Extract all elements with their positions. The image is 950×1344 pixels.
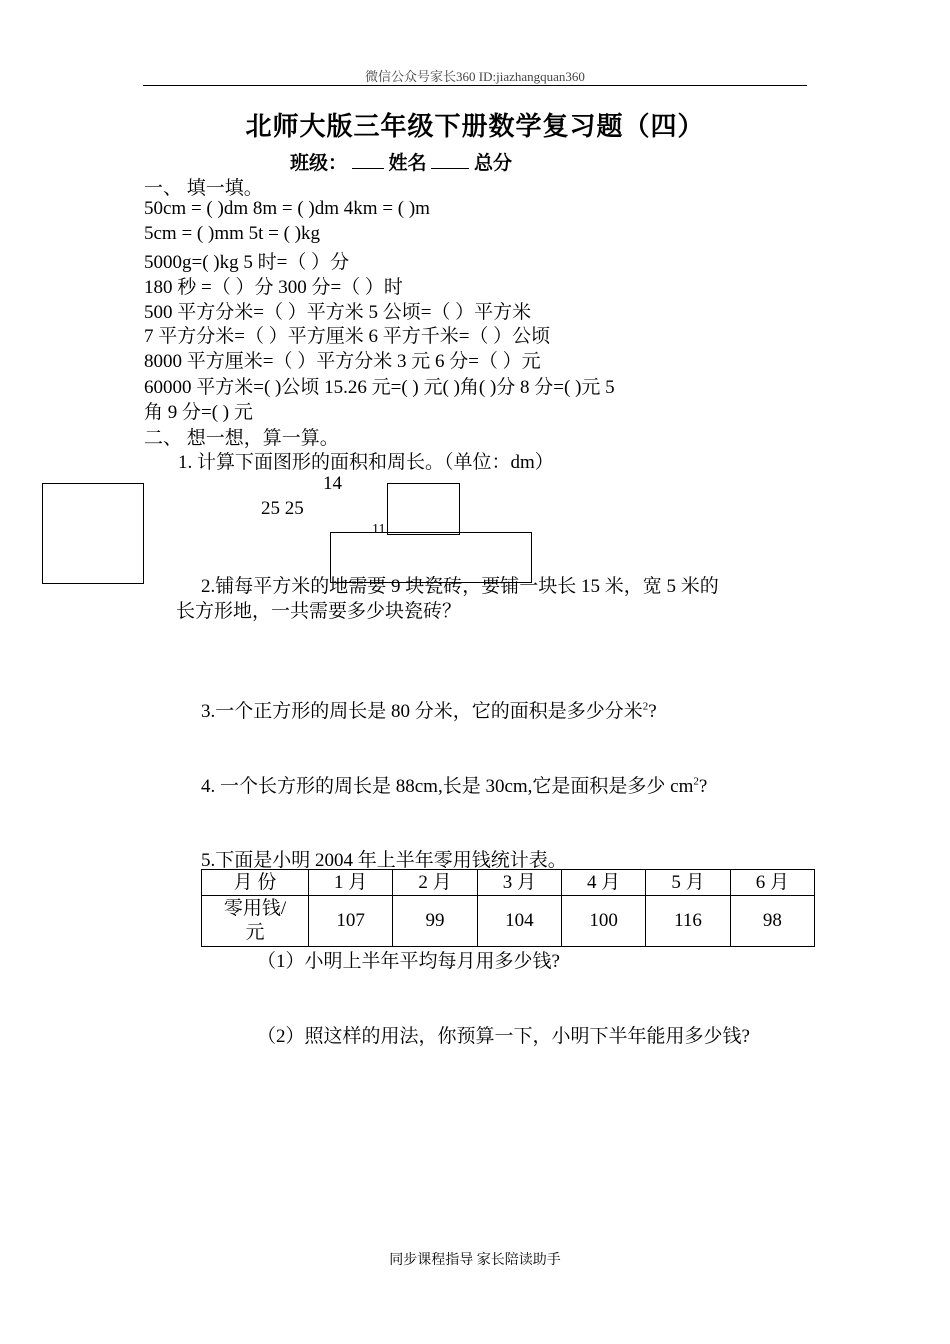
table-header-cell: 5 月 — [646, 870, 730, 896]
table-header-cell: 月 份 — [202, 870, 309, 896]
table-value-cell: 98 — [730, 896, 814, 947]
table-header-row — [202, 870, 815, 896]
table-value-cell: 107 — [309, 896, 393, 947]
question-3-text: 3.一个正方形的周长是 80 分米，它的面积是多少分米 — [201, 701, 643, 722]
section1-heading: 一、 填一填。 — [144, 178, 263, 199]
fill-line-4: 180 秒 =（ ）分 300 分=（ ）时 — [144, 277, 403, 298]
fill-line-2: 5cm = ( )mm 5t = ( )kg — [144, 223, 321, 244]
question-3-sup: 2 — [642, 700, 649, 713]
fill-line-7: 8000 平方厘米=（ ）平方分米 3 元 6 分=（ ）元 — [144, 351, 541, 372]
question-2-line-2: 长方形地，一共需要多少块瓷砖？ — [176, 601, 462, 622]
section2-heading: 二、 想一想，算一算。 — [144, 428, 339, 449]
question-5-sub-1: （1）小明上半年平均每月用多少钱? — [257, 951, 560, 972]
table-value-cell: 104 — [477, 896, 561, 947]
name-label: 姓名 — [388, 153, 427, 174]
dimension-side: 25 25 — [261, 498, 304, 519]
class-blank — [352, 151, 384, 169]
question-3-end: ? — [648, 701, 657, 722]
page-footer: 同步课程指导 家长陪读助手 — [389, 1253, 561, 1268]
dimension-top: 14 — [323, 473, 342, 494]
question-5-sub-2: （2）照这样的用法，你预算一下，小明下半年能用多少钱? — [257, 1026, 750, 1047]
fill-line-3: 5000g=( )kg 5 时=（ ）分 — [144, 252, 350, 273]
name-blank — [431, 151, 469, 169]
question-2-line-1: 2.铺每平方米的地需要 9 块瓷砖，要铺一块长 15 米，宽 5 米的 — [201, 576, 719, 597]
small-rectangle — [387, 483, 460, 535]
class-info-line — [290, 148, 512, 175]
fill-line-1: 50cm = ( )dm 8m = ( )dm 4km = ( )m — [144, 198, 430, 219]
table-row-label — [202, 896, 309, 947]
table-value-cell: 100 — [561, 896, 645, 947]
class-label: 班级： — [290, 153, 348, 174]
row-label-line-2: 元 — [245, 922, 265, 943]
table-header-cell: 4 月 — [561, 870, 645, 896]
large-rectangle — [330, 532, 532, 583]
square-figure — [42, 483, 144, 584]
table-data-row — [202, 896, 815, 947]
table-header-cell: 6 月 — [730, 870, 814, 896]
page-header: 微信公众号家长360 ID:jiazhangquan360 — [365, 69, 585, 84]
table-value-cell: 99 — [393, 896, 477, 947]
fill-line-6: 7 平方分米=（ ）平方厘米 6 平方千米=（ ）公顷 — [144, 326, 551, 347]
question-4-text: 4. 一个长方形的周长是 88cm,长是 30cm,它是面积是多少 cm — [201, 776, 694, 797]
score-label: 总分 — [474, 153, 513, 174]
question-3 — [201, 696, 657, 723]
page-title: 北师大版三年级下册数学复习题（四） — [245, 112, 705, 141]
fill-line-9: 角 9 分=( ) 元 — [144, 402, 253, 423]
table-header-cell: 3 月 — [477, 870, 561, 896]
table-header-cell: 1 月 — [309, 870, 393, 896]
header-divider — [143, 85, 807, 86]
question-5-intro: 5.下面是小明 2004 年上半年零用钱统计表。 — [201, 850, 567, 871]
table-header-cell: 2 月 — [393, 870, 477, 896]
allowance-table — [201, 869, 815, 947]
question-4 — [201, 771, 707, 798]
question-1: 1. 计算下面图形的面积和周长。（单位：dm） — [178, 452, 554, 473]
row-label-line-1: 零用钱/ — [223, 898, 287, 919]
question-4-sup: 2 — [693, 775, 699, 788]
dimension-hidden: 11 — [372, 522, 386, 537]
question-4-end: ? — [698, 776, 708, 797]
fill-line-5: 500 平方分米=（ ）平方米 5 公顷=（ ）平方米 — [144, 302, 532, 323]
table-value-cell: 116 — [646, 896, 730, 947]
fill-line-8: 60000 平方米=( )公顷 15.26 元=( ) 元( )角( )分 8 分=( )元 5 — [144, 377, 615, 398]
